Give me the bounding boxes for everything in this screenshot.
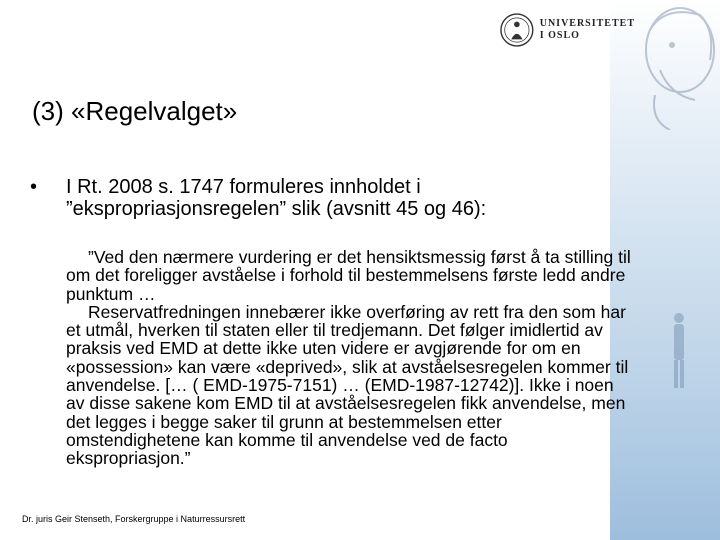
bullet-text: I Rt. 2008 s. 1747 formuleres innholdet i ”ekspropriasjonsregelen” slik (avsnitt 45 og 46): [66, 176, 487, 220]
standing-figure-icon [668, 310, 690, 390]
footer-author: Dr. juris Geir Stenseth, Forskergruppe i Naturressursrett [22, 514, 246, 524]
university-seal-icon [500, 10, 534, 50]
bullet-item [30, 176, 640, 220]
university-name [540, 18, 635, 42]
quote-paragraph-1: ”Ved den nærmere vurdering er det hensiktsmessig først å ta stilling til om det foreligger avståelse i forhold til bestemmelsens første ledd andre punktum … [66, 247, 631, 304]
quote-paragraph-2: Reservatfredningen innebærer ikke overføring av rett fra den som har et utmål, hverken til staten eller til tredjemann. Det følger imidlertid av praksis ved EMD at dette ikke uten videre er avgjørende for om en «possession» kan være «deprived», slik at avståelsesregelen kommer til anvendelse. [… ( EMD-1975-7151) … (EMD-1987-12742)]. Ikke i noen av disse sakene kom EMD til at avståelsesregelen fikk anvendelse, men det legges i begge saker til grunn at bestemmelsen etter omstendighetene kan komme til anvendelse ved de facto ekspropriasjon.” [66, 301, 629, 469]
university-name-line-2: I OSLO [539, 30, 580, 41]
slide-title: (3) «Regelvalget» [32, 96, 238, 126]
bullet-marker: • [30, 176, 38, 198]
university-name-line-1: UNIVERSITETET [539, 18, 635, 29]
quote-block [66, 248, 634, 468]
university-logo [500, 8, 635, 52]
